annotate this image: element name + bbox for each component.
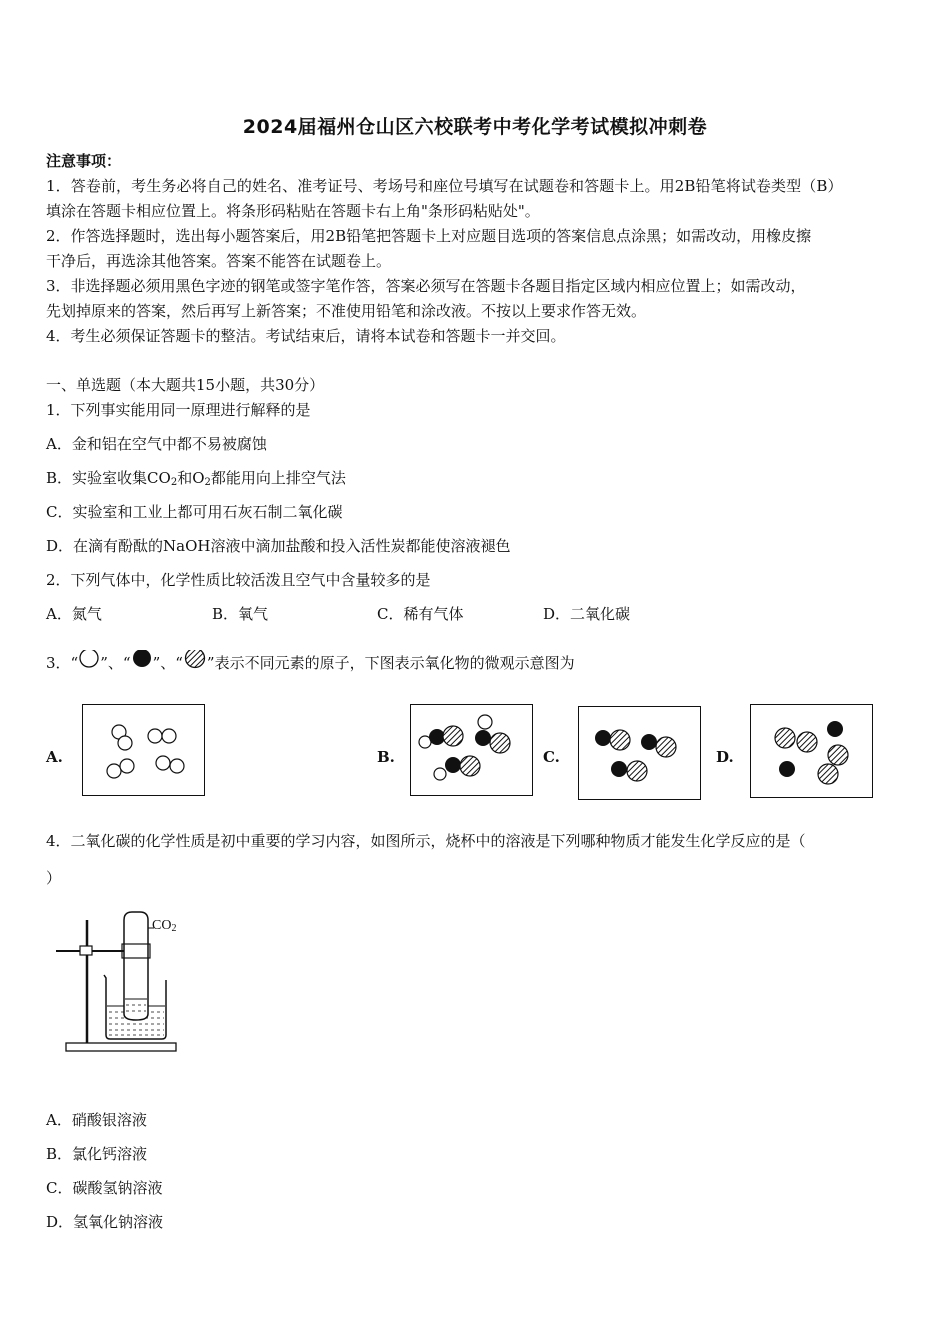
separate-atoms-icon (751, 705, 872, 797)
notice-line: 干净后，再选涂其他答案。答案不能答在试题卷上。 (46, 252, 392, 270)
notice-heading: 注意事项： (46, 152, 122, 170)
q3-option-a-diagram (82, 704, 205, 796)
q4-option-a: A．硝酸银溶液 (46, 1111, 147, 1129)
q2-option-d: D．二氧化碳 (543, 605, 631, 623)
question-3-stem (46, 650, 575, 673)
q4-option-c: C．碳酸氢钠溶液 (46, 1179, 163, 1197)
notice-line: 2．作答选择题时，选出每小题答案后，用2B铅笔把答题卡上对应题目选项的答案信息点涂黑；如需改动，用橡皮擦 (46, 227, 812, 245)
white-molecules-icon (83, 705, 204, 795)
co2-label (152, 918, 176, 934)
co2-apparatus-figure (52, 908, 192, 1058)
q3-separator: ”、“ (152, 654, 183, 672)
q3-option-b-label: B. (377, 748, 395, 766)
section-heading: 一、单选题（本大题共15小题，共30分） (46, 376, 325, 394)
q3-stem-text: ”表示不同元素的原子，下图表示氧化物的微观示意图为 (206, 654, 575, 672)
subscript: 2 (204, 477, 211, 488)
q1-option-b-text: B．实验室收集CO (46, 469, 171, 487)
question-4-stem-end: ） (46, 869, 62, 887)
q3-quote: “ (70, 654, 79, 672)
notice-line: 1．答卷前，考生务必将自己的姓名、准考证号、考场号和座位号填写在试题卷和答题卡上。用2B铅笔将试卷类型（B） (46, 177, 843, 195)
page-title: 2024届福州仓山区六校联考中考化学考试模拟冲刺卷 (242, 116, 708, 138)
q1-option-a: A．金和铝在空气中都不易被腐蚀 (46, 435, 267, 453)
question-1-stem: 1．下列事实能用同一原理进行解释的是 (46, 401, 311, 419)
hatched-atom-icon (183, 650, 207, 672)
question-4-stem: 4．二氧化碳的化学性质是初中重要的学习内容，如图所示，烧杯中的溶液是下列哪种物质才能发生化学反应的是（ (46, 832, 806, 850)
q3-option-d-label: D. (716, 748, 734, 766)
subscript: 2 (171, 923, 177, 934)
q3-option-d-diagram (750, 704, 873, 798)
q4-option-b: B．氯化钙溶液 (46, 1145, 148, 1163)
white-atom-icon (78, 650, 100, 672)
q3-option-c-diagram (578, 706, 701, 800)
subscript: 2 (170, 477, 178, 488)
q1-option-d: D．在滴有酚酞的NaOH溶液中滴加盐酸和投入活性炭都能使溶液褪色 (46, 537, 511, 555)
notice-line: 4．考生必须保证答题卡的整洁。考试结束后，请将本试卷和答题卡一并交回。 (46, 327, 566, 345)
q3-option-c-label: C. (543, 748, 560, 766)
notice-line: 3．非选择题必须用黑色字迹的钢笔或签字笔作答，答案必须写在答题卡各题目指定区域内相应位置上；如需改动， (46, 277, 806, 295)
q1-option-b (46, 468, 346, 493)
q3-option-b-diagram (410, 704, 533, 796)
diatomic-molecules-icon (579, 707, 700, 799)
q2-option-b: B．氧气 (212, 605, 269, 623)
q1-option-b-text: 和O (177, 469, 205, 487)
q3-separator: ”、“ (100, 654, 131, 672)
q2-option-c: C．稀有气体 (377, 605, 464, 623)
q3-number: 3． (46, 654, 71, 672)
black-atom-icon (131, 650, 153, 672)
q4-option-d: D．氢氧化钠溶液 (46, 1213, 164, 1231)
notice-line: 先划掉原来的答案，然后再写上新答案；不准使用铅笔和涂改液。不按以上要求作答无效。 (46, 302, 647, 320)
co2-label-text: CO (152, 918, 172, 933)
q2-option-a: A．氮气 (46, 605, 102, 623)
q3-option-a-label: A. (46, 748, 63, 766)
question-2-stem: 2．下列气体中，化学性质比较活泼且空气中含量较多的是 (46, 571, 431, 589)
q1-option-c: C．实验室和工业上都可用石灰石制二氧化碳 (46, 503, 343, 521)
q1-option-b-text: 都能用向上排空气法 (210, 469, 346, 487)
mixed-molecules-icon (411, 705, 532, 795)
notice-line: 填涂在答题卡相应位置上。将条形码粘贴在答题卡右上角"条形码粘贴处"。 (46, 202, 540, 220)
